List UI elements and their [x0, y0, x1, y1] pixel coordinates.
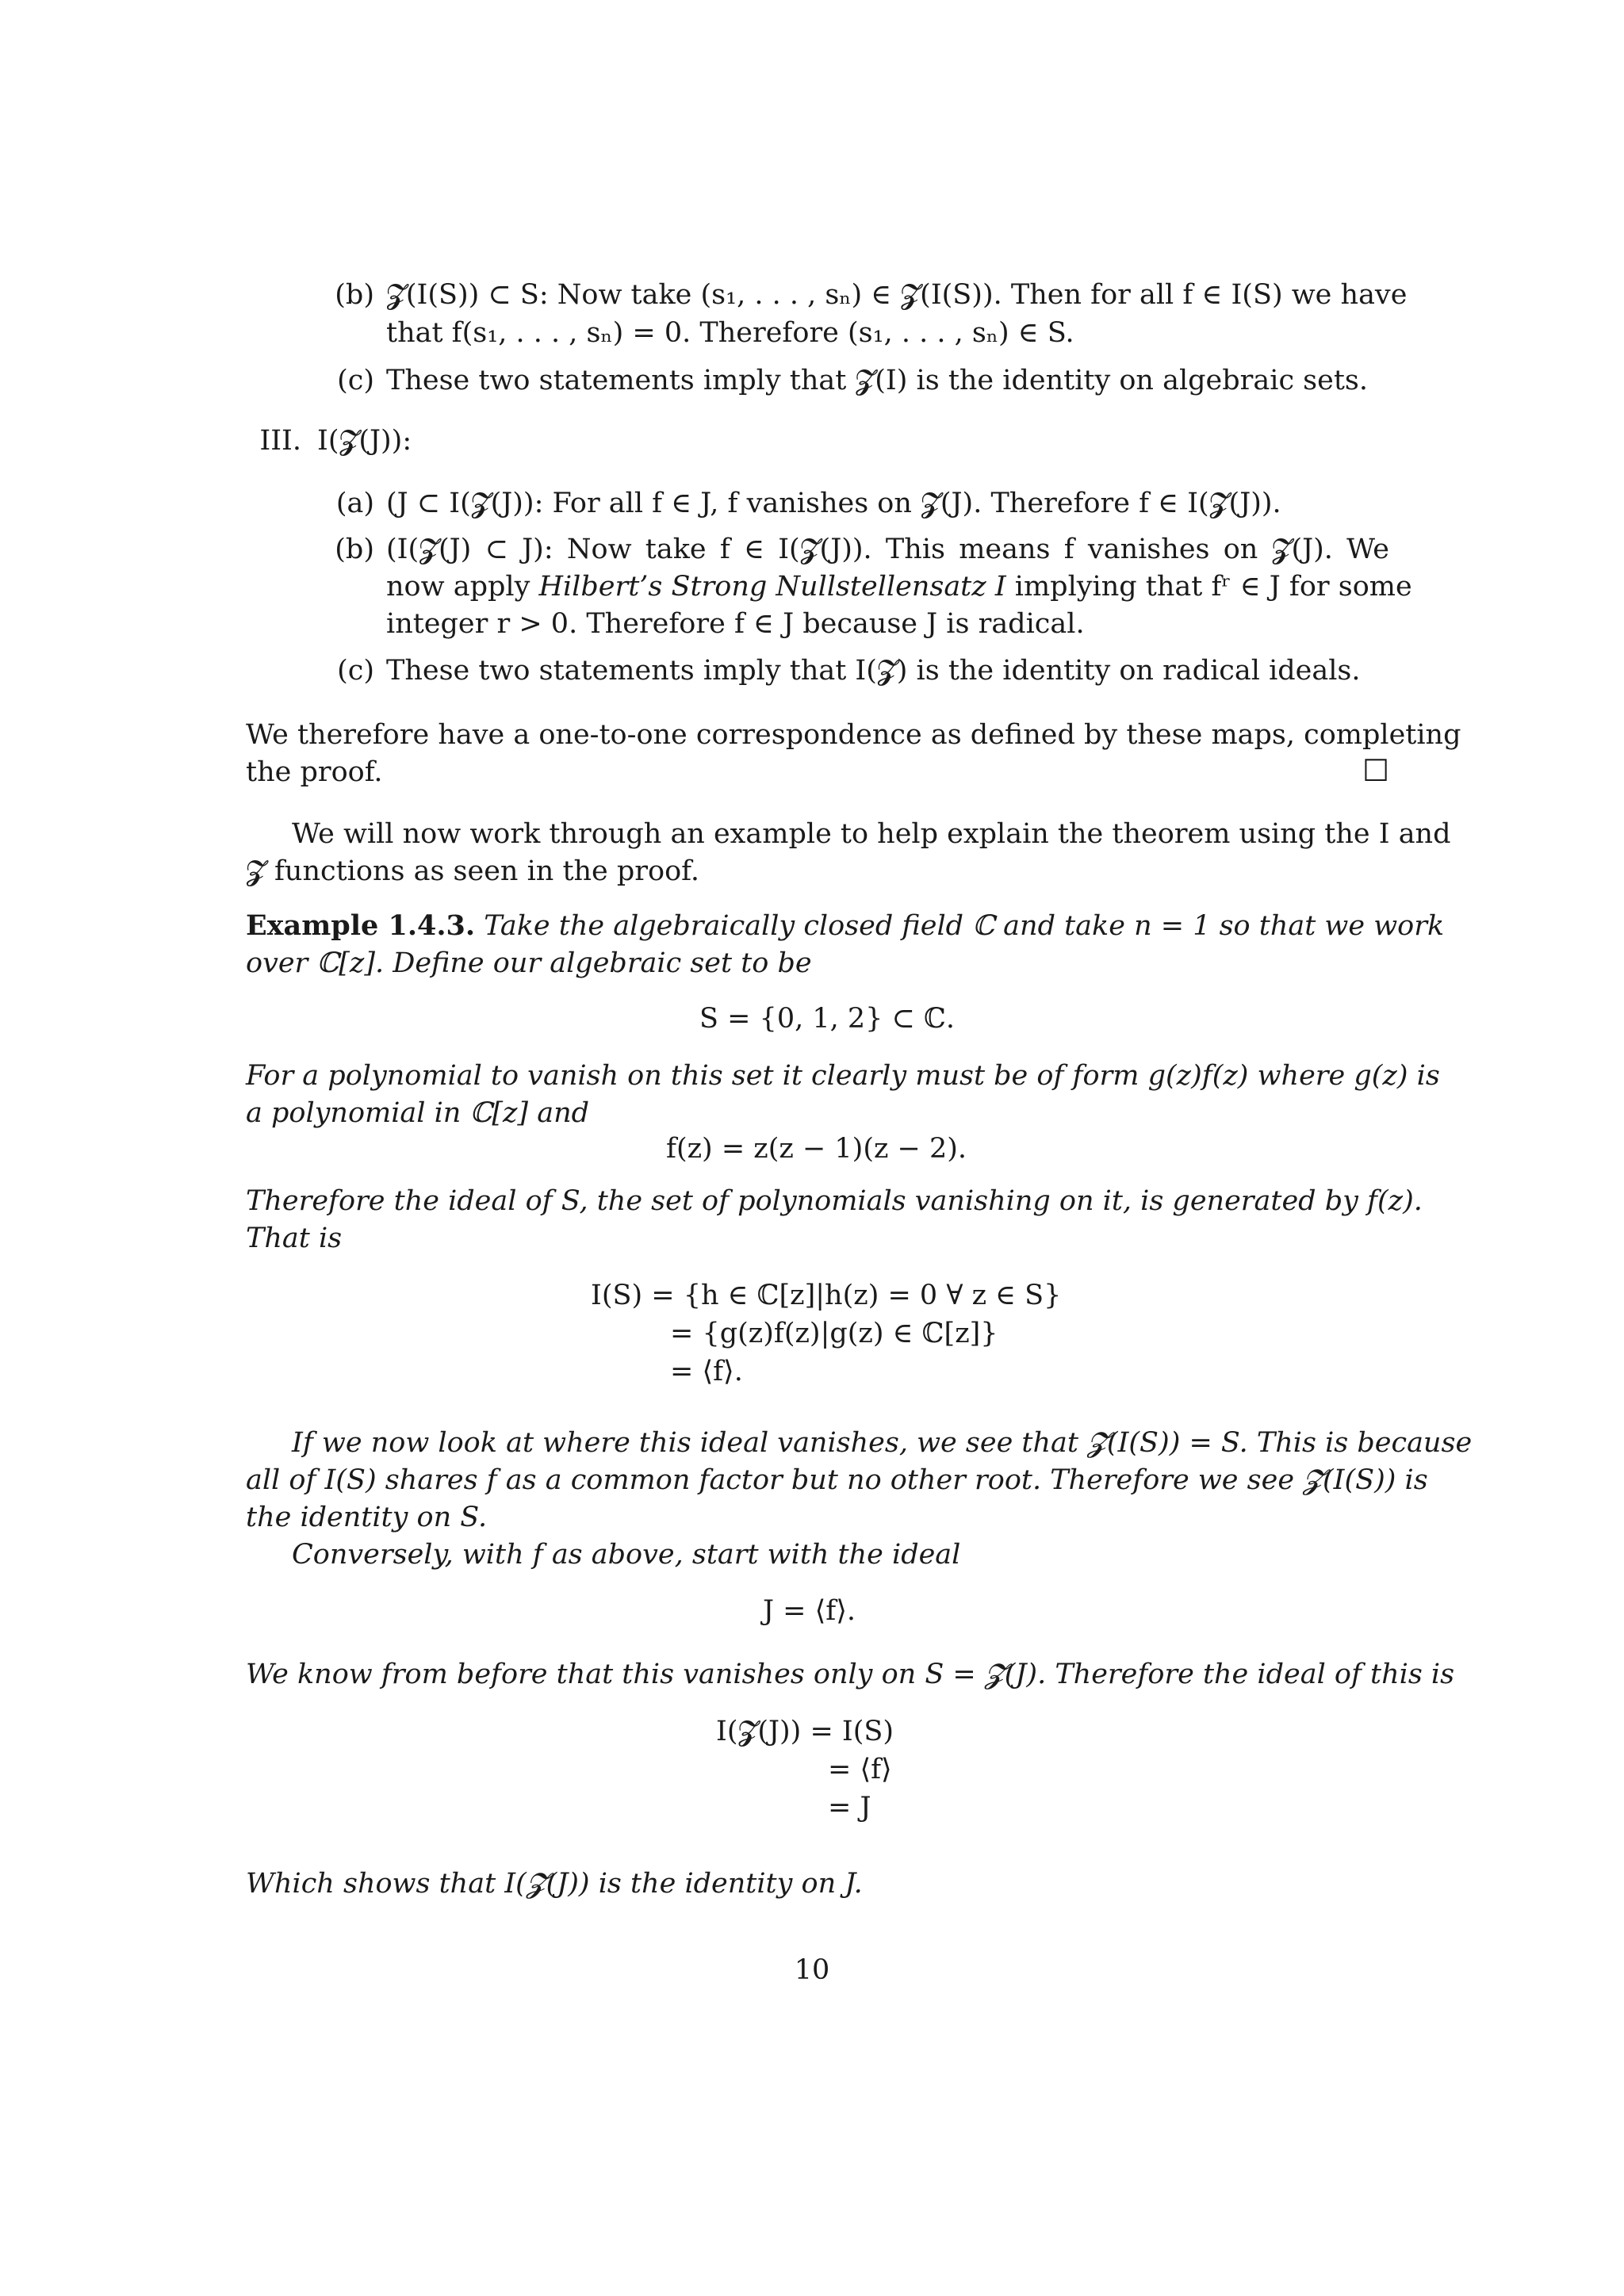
list-item-b-line1: 𝓩(I(S)) ⊂ S: Now take (s₁, . . . , sₙ) ∈ 𝓩(I(S)). Then for all f ∈ I(S) we have: [386, 279, 1408, 311]
list-item-c-line1: These two statements imply that 𝓩(I) is the identity on algebraic sets.: [386, 365, 1369, 396]
example-line5: Therefore the ideal of S, the set of polynomials vanishing on it, is generated by f(z).: [246, 1185, 1423, 1217]
list-label-b2: (b): [335, 534, 374, 565]
example-heading: Example 1.4.3.: [246, 909, 476, 942]
list-item-b2-line1: (I(𝓩(J) ⊂ J): Now take f ∈ I(𝓩(J)). This means f vanishes on 𝓩(J). We: [386, 534, 1389, 565]
equation-IZ-line2: = ⟨f⟩: [828, 1754, 892, 1785]
list-item-a-line1: (J ⊂ I(𝓩(J)): For all f ∈ J, f vanishes on 𝓩(J). Therefore f ∈ I(𝓩(J)).: [386, 488, 1281, 519]
page-number: 10: [794, 1954, 830, 1986]
section-iii-title: I(𝓩(J)):: [317, 425, 412, 457]
list-item-b2-line2: now apply Hilbert’s Strong Nullstellensatz I implying that fʳ ∈ J for some: [386, 571, 1412, 603]
equation-J: J = ⟨f⟩.: [763, 1595, 856, 1627]
theorem-name: Hilbert’s Strong Nullstellensatz I: [538, 571, 1006, 603]
equation-I-line2: = {g(z)f(z)|g(z) ∈ ℂ[z]}: [670, 1318, 998, 1349]
list-label-a: (a): [335, 488, 374, 519]
paragraph3-line1: We know from before that this vanishes only on S = 𝓩(J). Therefore the ideal of this is: [246, 1659, 1455, 1690]
list-label-c2: (c): [337, 655, 374, 687]
example-line2: over ℂ[z]. Define our algebraic set to be: [246, 947, 812, 979]
equation-I-line3: = ⟨f⟩.: [670, 1356, 743, 1387]
list-item-b2-line3: integer r > 0. Therefore f ∈ J because J is radical.: [386, 608, 1085, 640]
final-line: Which shows that I(𝓩(J)) is the identity on J.: [246, 1868, 863, 1900]
list-label-b: (b): [335, 279, 374, 311]
conclusion-line1: We therefore have a one-to-one correspondence as defined by these maps, completing: [246, 719, 1461, 751]
equation-IZ-line1: I(𝓩(J)) = I(S): [716, 1716, 894, 1747]
example-line3: For a polynomial to vanish on this set it clearly must be of form g(z)f(z) where g(z) is: [246, 1060, 1440, 1092]
example-line1: Example 1.4.3. Take the algebraically closed field ℂ and take n = 1 so that we work: [246, 909, 1445, 942]
section-label-iii: III.: [259, 425, 301, 457]
intro-line1: We will now work through an example to help explain the theorem using the I and: [292, 818, 1451, 850]
equation-f: f(z) = z(z − 1)(z − 2).: [666, 1133, 967, 1165]
paragraph1-line1: If we now look at where this ideal vanishes, we see that 𝓩(I(S)) = S. This is because: [292, 1427, 1473, 1459]
example-line4: a polynomial in ℂ[z] and: [246, 1097, 590, 1129]
equation-I-line1: I(S) = {h ∈ ℂ[z]|h(z) = 0 ∀ z ∈ S}: [591, 1280, 1062, 1311]
intro-line2: 𝓩 functions as seen in the proof.: [246, 855, 699, 887]
paragraph1-line3: the identity on S.: [246, 1502, 488, 1533]
qed-symbol: ☐: [1362, 753, 1390, 788]
list-item-b-line2: that f(s₁, . . . , sₙ) = 0. Therefore (s₁, . . . , sₙ) ∈ S.: [386, 317, 1074, 349]
conclusion-line2: the proof.: [246, 756, 383, 788]
paragraph1-line2: all of I(S) shares f as a common factor but no other root. Therefore we see 𝓩(I(S)) is: [246, 1464, 1428, 1496]
equation-IZ-line3: = J: [828, 1792, 871, 1823]
list-label-c: (c): [337, 365, 374, 396]
equation-set-S: S = {0, 1, 2} ⊂ ℂ.: [699, 1003, 955, 1035]
paragraph2-line1: Conversely, with f as above, start with the ideal: [292, 1539, 961, 1571]
example-line6: That is: [246, 1223, 343, 1254]
list-item-c2-line1: These two statements imply that I(𝓩) is the identity on radical ideals.: [386, 655, 1361, 687]
